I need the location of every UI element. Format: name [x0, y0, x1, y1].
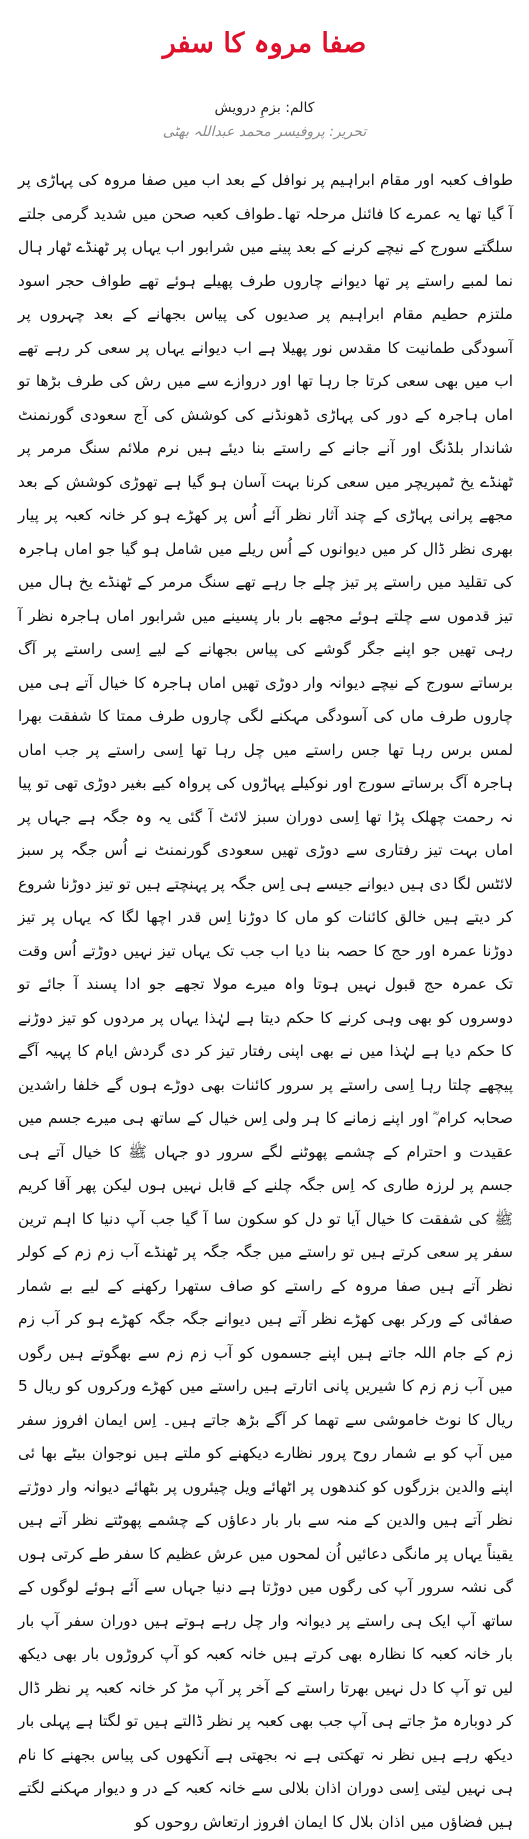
article-paragraph: طواف کعبہ اور مقام ابراہیم پر نوافل کے بعد اب میں صفا مروہ کی پہاڑی پر آ گیا تھا یہ عمرے کا فائنل مرحلہ تھا۔طواف کعبہ صحن میں شدید گرمی جلتے سلگتے سورج کے نیچے کرنے کے بعد پینے میں شرابور اب یہاں پر ٹھنڈے ٹھار ہال نما لمبے راستے پر تھا دیوانے چاروں طرف پھیلے ہوئے تھے طواف حجر اسود ملتزم حطیم مقام ابراہیم پر صدیوں کی پیاس بجھانے کے بعد چہروں پر آسودگی طمانیت کا مقدس نور پھیلا ہے اب دیوانے یہاں پر سعی کر رہے تھے اب میں بھی سعی کرتا جا رہا تھا اور دروازے سے میں رش کی طرف بڑھا تو اماں ہاجرہ کے دور کی پہاڑی ڈھونڈنے کی کوشش کی آج سعودی گورنمنٹ شاندار بلڈنگ اور آنے جانے کے راستے بنا دیئے ہیں نرم ملائم سنگ مرمر پر ٹھنڈے یخ ٹمپریچر میں سعی کرنا بہت آسان ہو گیا ہے تھوڑی کوشش کے بعد مجھے پرانی پہاڑی کے چند آثار نظر آئے اُس پر کھڑے ہو کر خانہ کعبہ پر پیار بھری نظر ڈال کر میں دیوانوں کے اُس ریلے میں شامل ہو گیا جو اماں ہاجرہ کی تقلید میں راستے پر تیز چلے جا رہے تھے سنگ مرمر کے ٹھنڈے یخ ہال میں تیز قدموں سے چلتے ہوئے مجھے بار بار پسینے میں شرابور اماں ہاجرہ نظر آ رہی تھیں جو اپنے جگر گوشے کی پیاس بجھانے کے لیے اِسی راستے پر آگ برساتے سورج کے نیچے دیوانہ وار دوڑی تھیں اماں ہاجرہ کا خیال آتے ہی میں چاروں طرف ماں کی آسودگی مہکنے لگی چاروں طرف ممتا کا شفقت بھرا لمس برس رہا تھا جس راستے میں چل رہا تھا اِسی راستے پر جب اماں ہاجرہ آگ برساتے سورج اور نوکیلے پہاڑوں کی پرواہ کیے بغیر دوڑی تھی تو پیا نہ رحمت چھلک پڑا تھا اِسی دوران سبز لائٹ آ گئی یہ وہ جگہ ہے جہاں پر اماں بہت تیز رفتاری سے دوڑی تھیں سعودی گورنمنٹ نے اُس جگہ پر سبز لائٹس لگا دی ہیں دیوانے جیسے ہی اِس جگہ پر پہنچتے ہیں تو تیز دوڑنا شروع کر دیتے ہیں خالق کائنات کو ماں کا دوڑنا اِس قدر اچھا لگا کہ یہاں پر تیز دوڑنا عمرہ اور حج کا حصہ بنا دیا اب جب تک یہاں تیز نہیں دوڑتے اُس وقت تک عمرہ حج قبول نہیں ہوتا واہ میرے مولا تجھے جو ادا پسند آ جائے تو دوسروں کو بھی وہی کرنے کا حکم دیتا ہے لہٰذا یہاں پر مردوں کو تیز دوڑنے کا حکم دیا ہے لہٰذا میں نے بھی اپنی رفتار تیز کر دی گردش ایام کا پہیہ آگے پیچھے چلتا رہا اِسی راستے پر سرور کائنات بھی دوڑے ہوں گے خلفا راشدین صحابہ کرام ؓ اور اپنے زمانے کا ہر ولی اِس خیال کے ساتھ ہی میرے جسم میں عقیدت و احترام کے چشمے پھوٹنے لگے سرور دو جہاں ﷺ کا خیال آتے ہی جسم پر لرزہ طاری کہ اِس جگہ چلنے کے قابل نہیں ہوں لیکن پھر آقا کریم ﷺ کی شفقت کا خیال آیا تو دل کو سکون سا آ گیا جب آپ دنیا کا اہم ترین سفر پر سعی کرتے ہیں تو راستے میں جگہ جگہ پر ٹھنڈے آب زم زم کے کولر نظر آتے ہیں صفا مروہ کے راستے کو صاف ستھرا رکھنے کے لیے بے شمار صفائی کے ورکر بھی کھڑے نظر آتے ہیں دیوانے جگہ جگہ کھڑے ہو کر آب زم زم کے جام اللہ جاتے ہیں اپنے جسموں کو آب زم زم سے بھگوتے ہیں رگوں میں آب زم زم کا شیریں پانی اتارتے ہیں راستے میں کھڑے ورکروں کو ریال 5 ریال کا نوٹ خاموشی سے تھما کر آگے بڑھ جاتے ہیں۔ اِس ایمان افروز سفر میں آپ کو بے شمار روح پرور نظارے دیکھنے کو ملتے ہیں نوجوان بیٹے بھا ئی اپنے والدین بزرگوں کو کندھوں پر اٹھائے ویل چیئروں پر بٹھائے دیوانہ وار دوڑتے نظر آتے ہیں والدین کے منہ سے بار بار دعاؤں کے چشمے پھوٹتے نظر آتے ہیں یقیناً یہاں پر مانگی دعائیں اُن لمحوں میں عرش عظیم کا سفر طے کرتی ہوں گی نشہ سرور آپ کی رگوں میں دوڑتا ہے دنیا جہاں سے آئے ہوئے لوگوں کے ساتھ آپ ایک ہی راستے پر دیوانہ وار چل رہے ہوتے ہیں دوران سفر آپ بار بار خانہ کعبہ کا نظارہ بھی کرتے ہیں خانہ کعبہ کو آپ کروڑوں بار بھی دیکھ لیں تو آپ کا دل نہیں بھرتا راستے کے آخر پر آپ مڑ کر خانہ کعبہ پر نظر ڈال کر دوبارہ مڑ جاتے ہی آپ جب بھی کعبہ پر نظر ڈالتے ہیں تو لگتا ہے پہلی بار دیکھ رہے ہیں نظر نہ تھکتی ہے نہ بجھتی ہے آنکھوں کی پیاس بجھنے کا نام ہی نہیں لیتی اِسی دوران اذان بلالی سے خانہ کعبہ کے در و دیوار مہکنے لگتے ہیں فضاؤں میں اذان بلال کا ایمان افروز ارتعاش روحوں کو	[18, 171, 513, 1831]
article-title: صفا مروہ کا سفر	[162, 28, 367, 59]
column-label: کالم: بزمِ درویش	[214, 100, 315, 116]
article-body	[18, 164, 513, 1831]
author-label: تحریر: پروفیسر محمد عبداللہ بھٹی	[162, 124, 367, 140]
